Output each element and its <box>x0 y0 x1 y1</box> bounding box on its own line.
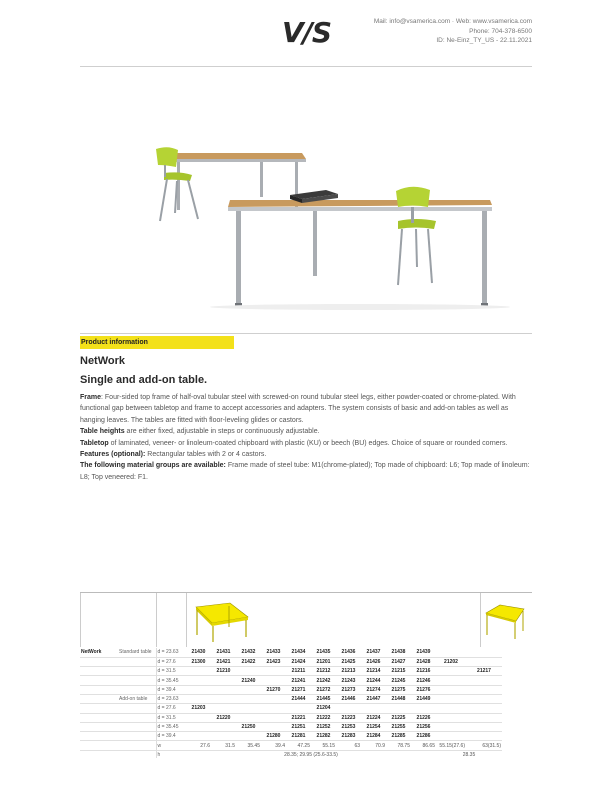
product-cell <box>80 741 118 750</box>
table-header-images <box>80 593 532 647</box>
article-number-cell: 21270 <box>261 685 286 694</box>
width-value: 63 <box>336 741 361 750</box>
article-number-cell: 21217 <box>466 667 502 676</box>
front-table <box>228 200 492 306</box>
article-number-cell: 21423 <box>261 657 286 666</box>
product-cell <box>80 694 118 703</box>
features-text: Rectangular tables with 2 or 4 castors. <box>145 451 267 459</box>
width-row <box>80 741 502 750</box>
article-number-cell <box>236 732 261 741</box>
trapezoid-table-drawing <box>480 601 532 641</box>
article-number-cell: 21250 <box>236 722 261 731</box>
table-row <box>80 704 502 713</box>
frame-heading: Frame <box>80 394 102 401</box>
article-number-cell: 21220 <box>211 713 236 722</box>
depth-cell: d = 31.5 <box>156 713 186 722</box>
article-number-cell: 21222 <box>311 713 336 722</box>
article-number-cell <box>211 685 236 694</box>
contact-mail-web: Mail: info@vsamerica.com · Web: www.vsamerica.com <box>373 18 532 25</box>
article-number-cell <box>466 732 502 741</box>
section-divider <box>80 333 532 334</box>
frame-text: : Four-sided top frame of half-oval tubular steel with screwed-on round tubular steel legs, either powder-coated or chrome-plated. With functional gap between tabletop and frame to accept accessories and adapters. The system consists of basic and add-on tables as well as hanging leaves. The tables are fitted with floor-leveling glides or castors. <box>80 394 516 424</box>
article-number-cell: 21253 <box>336 722 361 731</box>
article-number-cell: 21447 <box>361 694 386 703</box>
article-number-cell <box>236 694 261 703</box>
width-value: 39.4 <box>261 741 286 750</box>
width-label: w <box>156 741 186 750</box>
article-number-cell <box>466 722 502 731</box>
table-row <box>80 732 502 741</box>
product-cell <box>80 722 118 731</box>
article-number-cell <box>236 704 261 713</box>
article-number-cell: 21431 <box>211 648 236 657</box>
article-number-cell: 21272 <box>311 685 336 694</box>
article-number-cell: 21427 <box>386 657 411 666</box>
article-number-cell: 21216 <box>411 667 436 676</box>
article-number-cell: 21432 <box>236 648 261 657</box>
product-cell: NetWork <box>80 648 118 657</box>
article-number-cell: 21211 <box>286 667 311 676</box>
article-number-cell <box>466 704 502 713</box>
article-number-cell: 21212 <box>311 667 336 676</box>
article-number-cell <box>186 732 211 741</box>
article-number-cell: 21437 <box>361 648 386 657</box>
product-cell <box>80 713 118 722</box>
table-row <box>80 667 502 676</box>
article-number-cell: 21281 <box>286 732 311 741</box>
article-number-cell <box>261 667 286 676</box>
article-number-cell: 21433 <box>261 648 286 657</box>
heights-text: are either fixed, adjustable in steps or continuously adjustable. <box>124 428 320 436</box>
group-cell <box>118 685 156 694</box>
width-value: 31.5 <box>211 741 236 750</box>
article-number-cell: 21285 <box>386 732 411 741</box>
article-number-cell: 21276 <box>411 685 436 694</box>
article-number-cell: 21221 <box>286 713 311 722</box>
article-number-cell <box>211 704 236 713</box>
article-number-cell <box>261 713 286 722</box>
depth-cell: d = 35.45 <box>156 722 186 731</box>
height-value-extra: 28.35 <box>436 750 502 758</box>
article-number-cell: 21445 <box>311 694 336 703</box>
article-number-cell <box>336 704 361 713</box>
article-number-cell: 21424 <box>286 657 311 666</box>
section-label: Product information <box>80 336 234 349</box>
article-number-cell <box>236 667 261 676</box>
rectangular-table-drawing <box>188 599 252 645</box>
product-cell <box>80 667 118 676</box>
article-number-cell: 21273 <box>336 685 361 694</box>
table-row <box>80 676 502 685</box>
article-number-cell <box>211 694 236 703</box>
article-number-cell <box>236 685 261 694</box>
article-number-cell: 21202 <box>436 657 466 666</box>
article-number-cell: 21226 <box>411 713 436 722</box>
article-number-cell: 21254 <box>361 722 386 731</box>
group-cell <box>118 676 156 685</box>
article-number-cell <box>436 704 466 713</box>
article-number-cell <box>211 722 236 731</box>
article-number-cell: 21283 <box>336 732 361 741</box>
tabletop-text: of laminated, veneer- or linoleum-coated chipboard with plastic (KU) or beech (BU) edges. Choice of square or rounded corners. <box>108 439 508 447</box>
product-cell <box>80 732 118 741</box>
width-value: 70.9 <box>361 741 386 750</box>
article-number-cell: 21284 <box>361 732 386 741</box>
article-number-cell <box>261 722 286 731</box>
depth-cell: d = 35.45 <box>156 676 186 685</box>
materials-heading: The following material groups are available: <box>80 462 226 470</box>
contact-phone: Phone: 704-378-6500 <box>469 27 532 35</box>
article-number-cell: 21425 <box>336 657 361 666</box>
product-photo <box>80 95 532 320</box>
article-number-cell <box>211 732 236 741</box>
article-number-cell: 21215 <box>386 667 411 676</box>
document-id: ID: Ne-Einz_TY_US - 22.11.2021 <box>436 37 532 44</box>
product-subtitle: Single and add-on table. <box>80 374 208 386</box>
width-value: 27.6 <box>186 741 211 750</box>
article-number-cell: 21428 <box>411 657 436 666</box>
width-value: 35.45 <box>236 741 261 750</box>
article-number-cell: 21252 <box>311 722 336 731</box>
height-row <box>80 750 502 758</box>
article-number-cell: 21449 <box>411 694 436 703</box>
article-number-cell <box>186 694 211 703</box>
depth-cell: d = 23.63 <box>156 648 186 657</box>
article-number-cell: 21434 <box>286 648 311 657</box>
article-number-cell: 21438 <box>386 648 411 657</box>
article-number-cell <box>186 676 211 685</box>
article-number-cell <box>186 713 211 722</box>
article-number-cell: 21214 <box>361 667 386 676</box>
article-number-cell: 21436 <box>336 648 361 657</box>
article-number-cell <box>436 685 466 694</box>
article-number-cell <box>261 694 286 703</box>
tabletop-heading: Tabletop <box>80 439 109 447</box>
article-number-cell: 21255 <box>386 722 411 731</box>
article-number-cell: 21241 <box>286 676 311 685</box>
group-cell <box>118 704 156 713</box>
product-description <box>80 392 532 483</box>
group-cell <box>118 667 156 676</box>
article-number-cell <box>466 713 502 722</box>
group-cell: Add-on table <box>118 694 156 703</box>
heights-heading: Table heights <box>80 428 125 436</box>
article-number-cell: 21224 <box>361 713 386 722</box>
article-number-cell <box>211 676 236 685</box>
width-value: 55.15(27.6) <box>436 741 466 750</box>
width-value: 86.65 <box>411 741 436 750</box>
article-number-cell: 21213 <box>336 667 361 676</box>
group-cell <box>118 713 156 722</box>
header-divider <box>80 66 532 67</box>
article-number-cell: 21251 <box>286 722 311 731</box>
article-number-cell <box>411 704 436 713</box>
depth-cell: d = 27.6 <box>156 704 186 713</box>
article-number-cell <box>436 713 466 722</box>
group-cell <box>118 657 156 666</box>
article-number-cell <box>466 657 502 666</box>
article-number-cell <box>436 694 466 703</box>
materials-text: Frame made of steel tube: M1(chrome-plated); Top made of chipboard: L6; Top made of linoleum: L8; Top veneered: F1. <box>80 462 530 481</box>
article-number-cell: 21244 <box>361 676 386 685</box>
article-number-cell <box>236 713 261 722</box>
article-number-cell: 21448 <box>386 694 411 703</box>
table-row <box>80 713 502 722</box>
table-row <box>80 657 502 666</box>
group-cell <box>118 732 156 741</box>
article-number-cell: 21210 <box>211 667 236 676</box>
article-number-cell <box>436 732 466 741</box>
depth-cell: d = 31.5 <box>156 667 186 676</box>
group-cell <box>118 722 156 731</box>
article-number-cell: 21435 <box>311 648 336 657</box>
article-number-cell <box>261 676 286 685</box>
article-number-cell: 21274 <box>361 685 386 694</box>
article-number-cell <box>261 704 286 713</box>
height-label: h <box>156 750 186 758</box>
article-number-cell <box>466 685 502 694</box>
article-number-cell: 21271 <box>286 685 311 694</box>
table-row <box>80 694 502 703</box>
depth-cell: d = 39.4 <box>156 732 186 741</box>
group-cell <box>118 741 156 750</box>
article-number-cell: 21300 <box>186 657 211 666</box>
article-number-cell <box>361 704 386 713</box>
article-number-cell <box>186 685 211 694</box>
height-value: 28.35; 29.95 (25.6-33.5) <box>186 750 436 758</box>
article-number-cell: 21223 <box>336 713 361 722</box>
article-number-cell: 21242 <box>311 676 336 685</box>
depth-cell: d = 23.63 <box>156 694 186 703</box>
article-number-cell: 21421 <box>211 657 236 666</box>
product-cell <box>80 704 118 713</box>
width-value: 55.15 <box>311 741 336 750</box>
article-number-cell: 21201 <box>311 657 336 666</box>
article-number-cell: 21444 <box>286 694 311 703</box>
article-number-cell <box>466 648 502 657</box>
product-cell <box>80 657 118 666</box>
article-number-cell: 21243 <box>336 676 361 685</box>
product-name: NetWork <box>80 355 126 367</box>
article-number-cell: 21225 <box>386 713 411 722</box>
article-number-cell <box>466 694 502 703</box>
article-number-cell: 21240 <box>236 676 261 685</box>
article-number-cell <box>286 704 311 713</box>
width-value: 63(31.5) <box>466 741 502 750</box>
article-number-cell: 21426 <box>361 657 386 666</box>
article-number-cell: 21245 <box>386 676 411 685</box>
article-number-cell: 21439 <box>411 648 436 657</box>
group-cell <box>118 750 156 758</box>
article-number-cell <box>386 704 411 713</box>
product-cell <box>80 750 118 758</box>
depth-cell: d = 39.4 <box>156 685 186 694</box>
article-grid <box>80 648 502 758</box>
group-cell: Standard table <box>118 648 156 657</box>
article-number-table <box>80 592 532 758</box>
product-cell <box>80 676 118 685</box>
article-number-cell: 21275 <box>386 685 411 694</box>
article-number-cell <box>436 667 466 676</box>
width-value: 78.75 <box>386 741 411 750</box>
article-number-cell <box>186 667 211 676</box>
article-number-cell: 21246 <box>411 676 436 685</box>
table-row <box>80 648 502 657</box>
article-number-cell: 21203 <box>186 704 211 713</box>
article-number-cell <box>186 722 211 731</box>
article-number-cell <box>436 676 466 685</box>
product-cell <box>80 685 118 694</box>
article-number-cell: 21204 <box>311 704 336 713</box>
article-number-cell: 21430 <box>186 648 211 657</box>
article-number-cell: 21286 <box>411 732 436 741</box>
table-row <box>80 722 502 731</box>
article-number-cell: 21446 <box>336 694 361 703</box>
width-value: 47.25 <box>286 741 311 750</box>
article-number-cell: 21280 <box>261 732 286 741</box>
table-row <box>80 685 502 694</box>
article-number-cell: 21282 <box>311 732 336 741</box>
article-number-cell: 21256 <box>411 722 436 731</box>
article-number-cell: 21422 <box>236 657 261 666</box>
depth-cell: d = 27.6 <box>156 657 186 666</box>
article-number-cell <box>436 722 466 731</box>
features-heading: Features (optional): <box>80 451 146 459</box>
article-number-cell <box>466 676 502 685</box>
contact-info <box>374 17 532 46</box>
article-number-cell <box>436 648 466 657</box>
vs-logo: V/S <box>282 16 332 49</box>
